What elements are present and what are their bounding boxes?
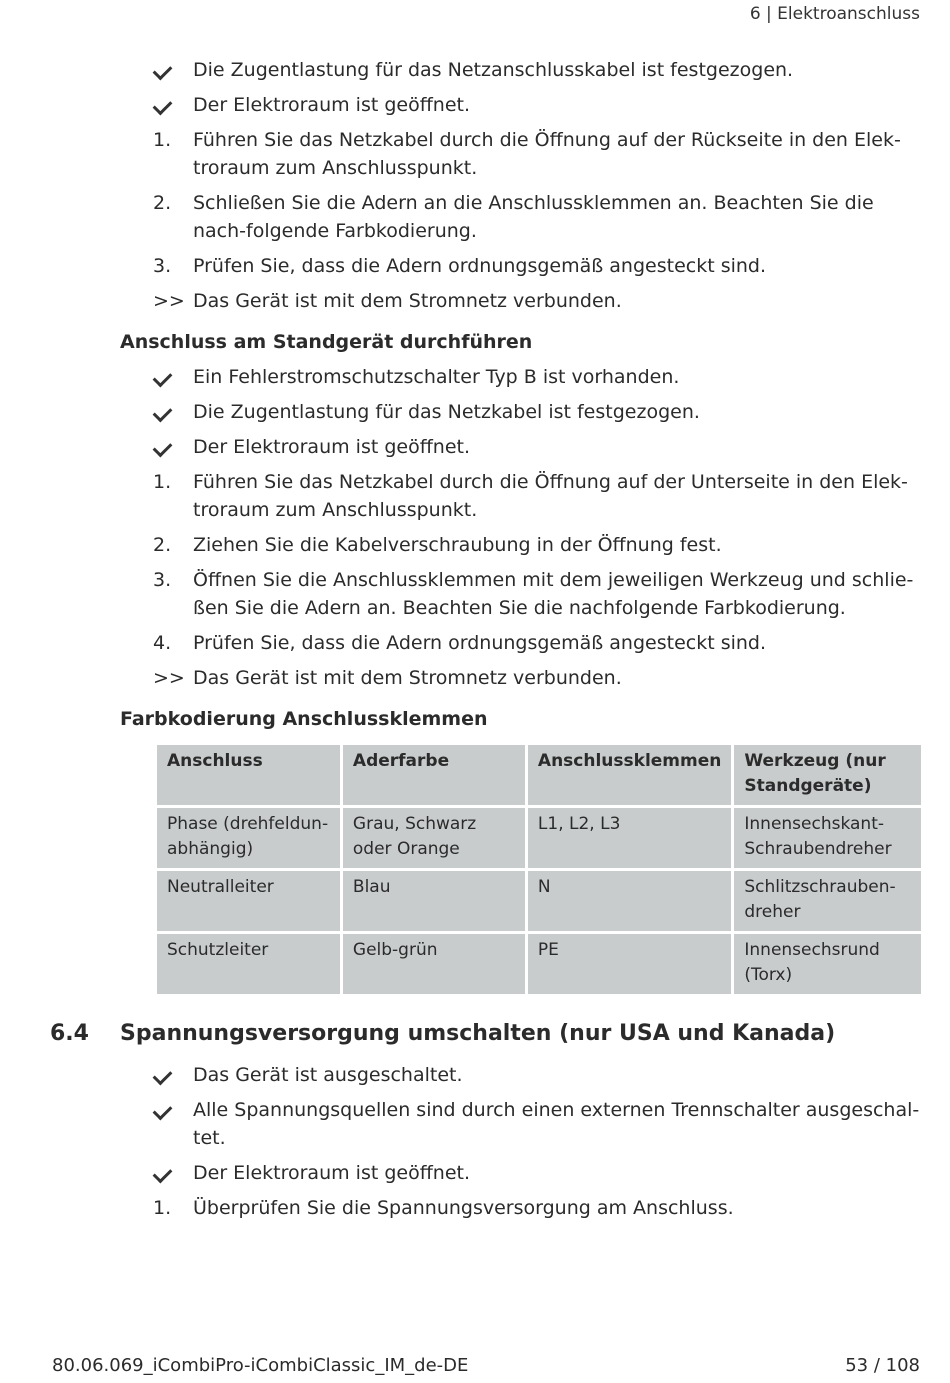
table-cell: PE [528,934,731,994]
list-item [153,1194,921,1222]
table-header-cell: Anschluss [157,745,340,805]
instruction-list-1 [0,56,950,315]
instruction-list-3 [0,1061,950,1222]
table-header-row [157,745,921,805]
list-marker: 4. [153,632,172,654]
list-marker: 1. [153,1197,172,1219]
list-item [153,287,921,315]
section-number: 6.4 [50,1021,89,1046]
instruction-list-2 [0,363,950,692]
list-item [153,252,921,280]
table-cell: Gelb-grün [343,934,525,994]
table-row [157,808,921,868]
list-item-text: Der Elektroraum ist geöffnet. [193,1162,471,1184]
list-item-text: Öffnen Sie die Anschlussklemmen mit dem jeweiligen Werkzeug und schlie-ßen Sie die Adern an. Beachten Sie die nachfolgende Farbkodierung. [193,569,914,619]
list-item-text: Führen Sie das Netzkabel durch die Öffnung auf der Unterseite in den Elek-troraum zum Anschlusspunkt. [193,471,908,521]
list-item [153,468,921,524]
list-item [153,664,921,692]
table-cell: Phase (drehfeldun-abhängig) [157,808,340,868]
list-item-text: Alle Spannungsquellen sind durch einen externen Trennschalter ausgeschal-tet. [193,1099,920,1149]
table-cell: N [528,871,731,931]
list-item-text: Der Elektroraum ist geöffnet. [193,94,471,116]
checkmark-icon [153,1061,189,1089]
list-item [153,189,921,245]
list-item-text: Das Gerät ist ausgeschaltet. [193,1064,463,1086]
checkmark-icon [153,56,189,84]
list-item-text: Die Zugentlastung für das Netzkabel ist festgezogen. [193,401,700,423]
page-number: 53 / 108 [845,1355,920,1376]
list-item-text: Schließen Sie die Adern an die Anschlussklemmen an. Beachten Sie die nach-folgende Farbkodierung. [193,192,874,242]
checkmark-icon [153,433,189,461]
table-cell: Innensechskant-Schraubendreher [734,808,921,868]
list-marker: 2. [153,534,172,556]
list-item [193,433,921,461]
list-item-text: Ziehen Sie die Kabelverschraubung in der Öffnung fest. [193,534,722,556]
table-header-cell: Aderfarbe [343,745,525,805]
list-marker: 1. [153,471,172,493]
list-marker: >> [153,290,185,312]
list-item [193,363,921,391]
table-cell: L1, L2, L3 [528,808,731,868]
section-title: Spannungsversorgung umschalten (nur USA und Kanada) [120,1021,836,1046]
page-content [0,56,950,1229]
table-cell: Grau, Schwarz oder Orange [343,808,525,868]
list-item [193,1096,921,1152]
checkmark-icon [153,1096,189,1124]
table-cell: Schutzleiter [157,934,340,994]
table-header-cell: Werkzeug (nur Standgeräte) [734,745,921,805]
section-heading [0,1021,950,1051]
list-marker: 1. [153,129,172,151]
checkmark-icon [153,91,189,119]
checkmark-icon [153,1159,189,1187]
list-item [193,56,921,84]
table-row [157,871,921,931]
list-marker: 3. [153,569,172,591]
table-cell: Innensechsrund (Torx) [734,934,921,994]
list-item [153,126,921,182]
document-id: 80.06.069_iCombiPro-iCombiClassic_IM_de-DE [52,1355,469,1376]
list-marker: >> [153,667,185,689]
color-coding-table [154,742,924,997]
table-header-cell: Anschlussklemmen [528,745,731,805]
list-item-text: Das Gerät ist mit dem Stromnetz verbunden. [193,290,622,312]
chapter-header: 6 | Elektroanschluss [749,4,920,24]
list-item [193,398,921,426]
list-item [153,566,921,622]
subheading-standgeraet: Anschluss am Standgerät durchführen [120,331,533,353]
list-item-text: Prüfen Sie, dass die Adern ordnungsgemäß angesteckt sind. [193,632,767,654]
table-cell: Blau [343,871,525,931]
list-item-text: Ein Fehlerstromschutzschalter Typ B ist vorhanden. [193,366,680,388]
list-marker: 2. [153,192,172,214]
list-item [153,629,921,657]
table-row [157,934,921,994]
table-cell: Neutralleiter [157,871,340,931]
list-item-text: Das Gerät ist mit dem Stromnetz verbunden. [193,667,622,689]
table-cell: Schlitzschrauben-dreher [734,871,921,931]
checkmark-icon [153,398,189,426]
list-marker: 3. [153,255,172,277]
subheading-farbkodierung: Farbkodierung Anschlussklemmen [120,708,488,730]
list-item [193,1159,921,1187]
list-item [193,91,921,119]
list-item-text: Führen Sie das Netzkabel durch die Öffnung auf der Rückseite in den Elek-troraum zum Anschlusspunkt. [193,129,901,179]
list-item-text: Überprüfen Sie die Spannungsversorgung am Anschluss. [193,1197,734,1219]
list-item [153,531,921,559]
list-item [193,1061,921,1089]
list-item-text: Der Elektroraum ist geöffnet. [193,436,471,458]
checkmark-icon [153,363,189,391]
list-item-text: Prüfen Sie, dass die Adern ordnungsgemäß angesteckt sind. [193,255,767,277]
list-item-text: Die Zugentlastung für das Netzanschlusskabel ist festgezogen. [193,59,794,81]
